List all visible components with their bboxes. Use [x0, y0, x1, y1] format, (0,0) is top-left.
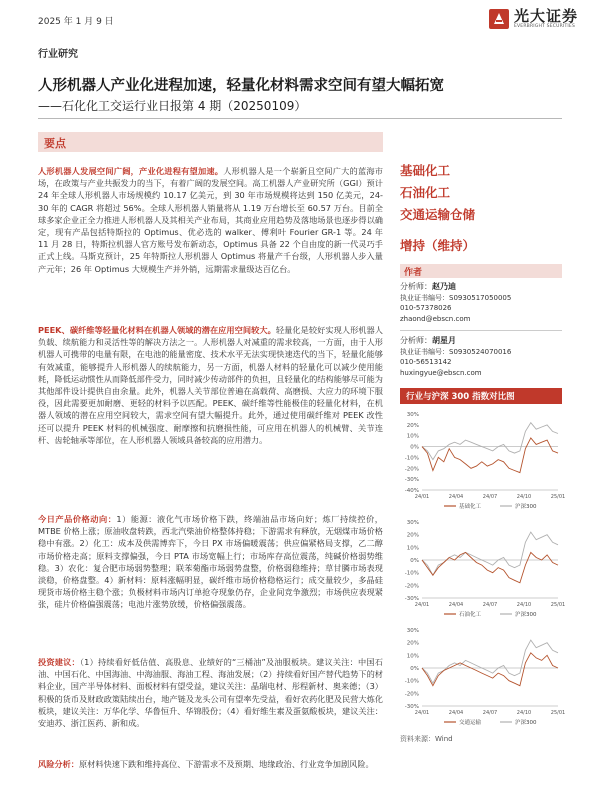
- industry-item: 基础化工: [400, 163, 451, 178]
- y-tick-label: -10%: [404, 570, 419, 577]
- y-tick-label: 0%: [410, 444, 419, 451]
- y-tick-label: 10%: [406, 653, 419, 660]
- authors-heading: 作者: [404, 268, 423, 278]
- logo-name: 光大证券: [513, 7, 578, 25]
- report-subtitle: ——石化化工交运行业日报第 4 期（20250109）: [38, 99, 307, 113]
- comparison-chart: [400, 410, 566, 514]
- analyst-title: 分析师：: [400, 282, 432, 291]
- x-tick-label: 24/10: [516, 602, 532, 608]
- series-line: [422, 552, 558, 582]
- chart-svg: [400, 626, 566, 730]
- x-tick-label: 24/10: [516, 710, 532, 716]
- analyst-email[interactable]: zhaond@ebscn.com: [400, 314, 471, 323]
- y-tick-label: 20%: [406, 532, 419, 539]
- paragraph-lightweight-materials: [38, 324, 383, 446]
- comparison-chart: [400, 626, 566, 730]
- y-tick-label: 0%: [410, 666, 419, 672]
- industry-list: [400, 160, 475, 226]
- y-tick-label: 30%: [406, 628, 419, 634]
- industry-item: 交通运输仓储: [400, 207, 476, 222]
- paragraph-risk-analysis: [38, 758, 383, 770]
- analyst-name: 赵乃迪: [432, 282, 456, 291]
- x-tick-label: 25/01: [550, 710, 566, 716]
- y-tick-label: -10%: [404, 455, 419, 462]
- analyst-title: 分析师：: [400, 336, 432, 345]
- x-tick-label: 24/07: [482, 494, 498, 500]
- paragraph-body: （1）持续看好低估值、高股息、业绩好的“三桶油”及油服板块。建议关注：中国石油、中国石化、中国海油、中海油服、海油工程、海油发展；（2）持续看好国产替代趋势下的材料企业，国产半导体材料、面板材料有望受益，建议关注：晶瑞电材、彤程新材、奥来德；（3）积极的货币及财政政策陆续出台，地产链及龙头公司有望率先受益，看好农药化肥及民营大炼化板块，建议关注：万华化学、华鲁恒升、华锦股份；（4）看好维生素及蛋氨酸板块，建议关注：安迪苏、浙江医药、新和成。: [38, 657, 383, 729]
- analyst-email[interactable]: huxingyue@ebscn.com: [400, 368, 482, 377]
- comparison-chart: [400, 518, 566, 622]
- paragraph-lead: 人形机器人发展空间广阔，产业化进程有望加速。: [38, 166, 224, 176]
- y-tick-label: -10%: [404, 678, 419, 685]
- legend-label: 沪深300: [515, 612, 537, 618]
- analyst-card: [400, 336, 562, 378]
- y-tick-label: 0%: [410, 558, 419, 564]
- series-line: [422, 532, 558, 575]
- series-line: [422, 653, 558, 686]
- report-category: 行业研究: [38, 49, 78, 60]
- paragraph-body: 人形机器人是一个崭新且空间广大的蓝海市场，在政策与产业共振发力的当下，有着广阔的发展空间。高工机器人产业研究所（GGI）预计 24 年全球人形机器人市场规模约 10.17 亿美元，到 30 年市场规模将达到 150 亿美元，24-30 年的 CAGR 将超过 56%。全球人形机器人销量将从 1.19 万台增长至 60.57 万台。目前全球多家企业正全力推进人形机器人及其相关产业布局，其商业应用趋势及落地场景也逐步得以确定，现有产品包括特斯拉的 Optimus、优必选的 walker、傅利叶 Fourier GR-1 等。24 年 11 月 28 日，特斯拉机器人官方账号发布新动态，Optimus 具备 22 个自由度的新一代灵巧手正式上线。马斯克预计，25 年特斯拉人形机器人 Optimus 将量产千台级，人形机器人步入量产元年；26 年 Optimus 大规模生产并外销，远期需求量级达百亿台。: [38, 166, 383, 274]
- analyst-phone: 010-57378026: [400, 304, 452, 312]
- industry-item: 石油化工: [400, 185, 451, 200]
- keypoints-heading: 要点: [44, 137, 66, 150]
- paragraph-body: 1）能源：液化气市场价格下跌，终端油品市场向好；炼厂持续控价，MTBE 价格上涨；原油收盘转跌，西北汽柴油价格整体持稳；下游需求有释放，无烟煤市场价格稳中有涨。2）化工：成本及供需博弈下，今日 PX 市场偏暖震荡；供应偏紧格局支撑，乙二醇市场价格走高；原料支撑偏强，今日 PTA 市场宽幅上行；市场库存高位震荡，纯碱价格弱势维稳。3）农化：复合肥市场弱势整理；联苯菊酯市场弱势盘整，价格弱稳维持；草甘膦市场表现淡稳，价格盘整。4）新材料：原料涨幅明显，碳纤维市场价格稳格运行；成交量较少，多晶硅现货市场价格主稳个涨；负极材料市场内订单抢夺现象仍存，企业间竞争激烈；市场供应表现紧张，硅片价格偏强震荡；电池片涨势放缓，价格偏强震荡。: [38, 514, 383, 610]
- y-tick-label: -20%: [404, 583, 419, 590]
- y-tick-label: -30%: [404, 704, 419, 710]
- paragraph-body: 轻量化是较好实现人形机器人负载、续航能力和灵活性等的解决方法之一。人形机器人对减重的需求较高，一方面，由于人形机器人可携带的电量有限，在电池的能量密度、技术水平无法实现快速迭代的当下，轻量化能够有效减重，能够提升人形机器人的续航能力，另一方面，机器人材料的轻量化可以减少使用能耗，降低运动惯性从而降低部件受力，同时减少传动部件的负担，且轻量化的结构能够尽可能为其他部件设计提供自由余量。此外，机器人关节部位普遍在高载荷、高磨损、大应力的环境下服役，因此需要更加耐磨、更轻的材料予以匹配。PEEK、碳纤维等性能极佳的轻量化材料，在机器人领域的潜在应用空间较大，需求空间有望大幅提升。此外，通过使用碳纤维对 PEEK 改性还可以提升 PEEK 材料的机械强度、耐摩擦和抗磨损性能，可应用在机器人的机械臂、关节连杆、齿轮轴承等部位，在人形机器人领域具备较高的应用潜力。: [38, 325, 383, 445]
- series-line: [422, 423, 558, 460]
- x-tick-label: 25/01: [550, 602, 566, 608]
- chart-svg: [400, 410, 566, 514]
- x-tick-label: 24/01: [414, 710, 430, 716]
- y-tick-label: 10%: [406, 545, 419, 552]
- y-tick-label: -20%: [404, 691, 419, 698]
- analyst-card: [400, 282, 562, 324]
- paragraph-lead: PEEK、碳纤维等轻量化材料在机器人领域的潜在应用空间较大。: [38, 325, 276, 335]
- logo-english: EVERBRIGHT SECURITIES: [513, 24, 576, 29]
- y-tick-label: 10%: [406, 433, 419, 440]
- analyst-phone: 010-56513142: [400, 358, 452, 366]
- x-tick-label: 24/10: [516, 494, 532, 500]
- x-tick-label: 24/04: [448, 602, 464, 608]
- paragraph-body: 原材料快速下跌和维持高位、下游需求不及预期、地缘政治、行业竞争加剧风险。: [78, 759, 374, 769]
- company-logo: [489, 8, 578, 30]
- paragraph-lead: 风险分析：: [38, 759, 79, 769]
- y-tick-label: 30%: [406, 520, 419, 526]
- paragraph-price-trends: [38, 513, 383, 611]
- analyst-name: 胡星月: [432, 336, 456, 345]
- y-tick-label: 20%: [406, 422, 419, 429]
- series-line: [422, 438, 558, 473]
- x-tick-label: 24/07: [482, 710, 498, 716]
- analyst-cert: 执业证书编号：S0930524070016: [400, 347, 512, 356]
- chart-svg: [400, 518, 566, 622]
- paragraph-investment-advice: [38, 656, 383, 729]
- y-tick-label: -40%: [404, 488, 419, 494]
- title-divider: [38, 118, 562, 119]
- legend-label: 交通运输: [459, 720, 482, 726]
- analyst-cert: 执业证书编号：S0930517050005: [400, 293, 512, 302]
- paragraph-lead: 今日产品价格动向：: [38, 514, 117, 524]
- x-tick-label: 24/01: [414, 602, 430, 608]
- chart-heading-bar: [400, 388, 562, 404]
- legend-label: 基础化工: [459, 504, 482, 510]
- x-tick-label: 25/01: [550, 494, 566, 500]
- legend-label: 石油化工: [459, 612, 482, 618]
- legend-label: 沪深300: [515, 504, 537, 510]
- y-tick-label: 30%: [406, 412, 419, 418]
- x-tick-label: 24/04: [448, 494, 464, 500]
- report-title: 人形机器人产业化进程加速，轻量化材料需求空间有望大幅拓宽: [38, 78, 444, 94]
- analyst-name-line: [400, 282, 562, 293]
- logo-mark-icon: [489, 9, 509, 29]
- x-tick-label: 24/07: [482, 602, 498, 608]
- industry-rating: 增持（维持）: [400, 238, 476, 253]
- authors-heading-bar: [400, 264, 562, 278]
- legend-label: 沪深300: [515, 720, 537, 726]
- chart-source: 资料来源：Wind: [400, 735, 453, 743]
- report-date: 2025 年 1 月 9 日: [38, 17, 114, 27]
- x-tick-label: 24/04: [448, 710, 464, 716]
- keypoints-heading-bar: [38, 132, 383, 152]
- analyst-name-line: [400, 336, 562, 347]
- x-tick-label: 24/01: [414, 494, 430, 500]
- analyst-divider: [400, 330, 562, 331]
- paragraph-market-outlook: [38, 165, 383, 275]
- y-tick-label: -20%: [404, 466, 419, 473]
- y-tick-label: -30%: [404, 477, 419, 484]
- paragraph-lead: 投资建议：: [38, 657, 80, 667]
- chart-heading: 行业与沪深 300 指数对比图: [406, 392, 515, 402]
- y-tick-label: 20%: [406, 640, 419, 647]
- y-tick-label: -30%: [404, 596, 419, 602]
